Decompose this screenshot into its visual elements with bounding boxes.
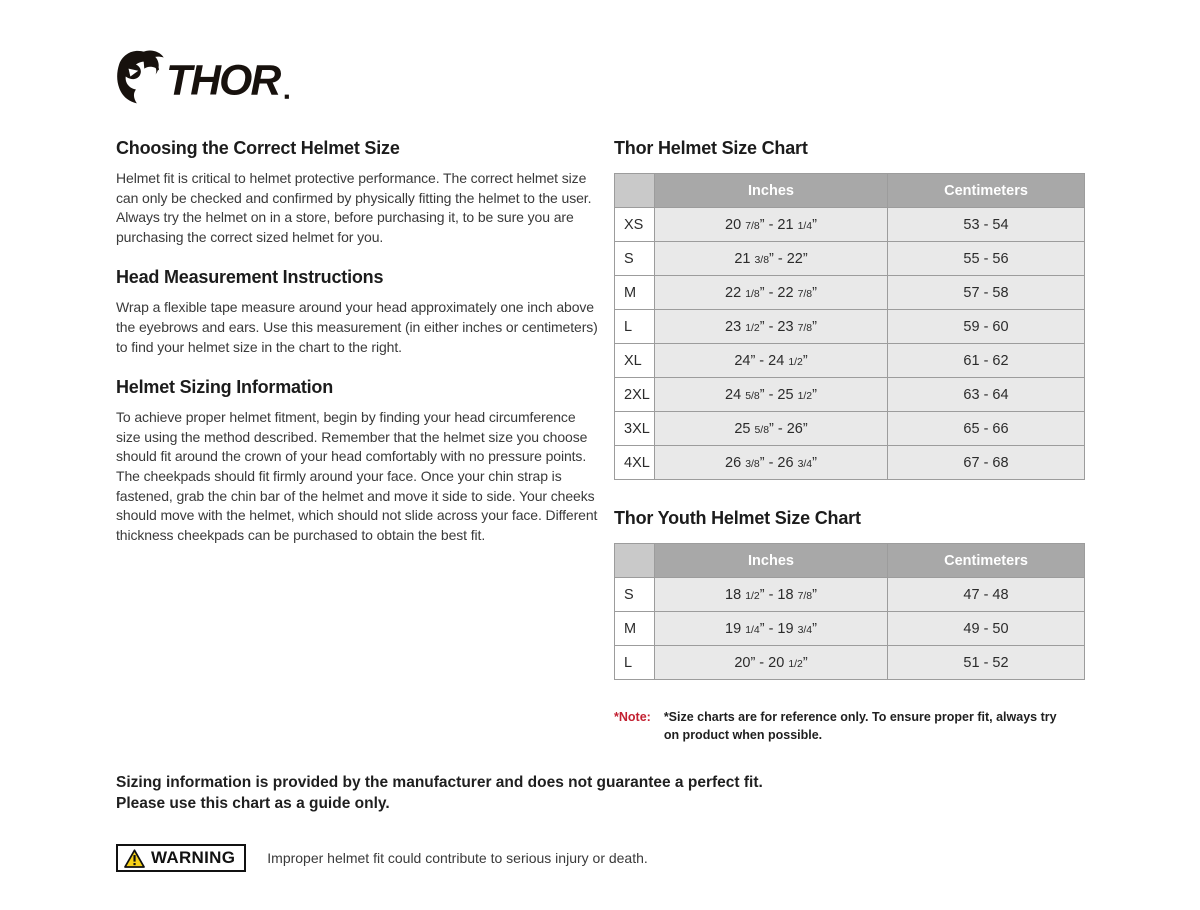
- size-label: L: [615, 310, 655, 344]
- centimeters-value: 49 - 50: [888, 612, 1085, 646]
- column-header-inches: Inches: [655, 544, 888, 578]
- size-label: M: [615, 612, 655, 646]
- centimeters-value: 59 - 60: [888, 310, 1085, 344]
- youth-helmet-size-table: [614, 543, 1085, 680]
- column-header-centimeters: Centimeters: [888, 544, 1085, 578]
- info-column: [116, 138, 600, 744]
- table-row: [615, 242, 1085, 276]
- content-columns: [116, 138, 1084, 744]
- table-row: [615, 378, 1085, 412]
- warning-triangle-icon: [124, 849, 145, 868]
- note-label: *Note:: [614, 710, 651, 724]
- thor-wordmark: THOR: [166, 56, 280, 105]
- reference-note: [614, 708, 1084, 744]
- section-body: Wrap a flexible tape measure around your head approximately one inch above the eyebrows and ears. Use this measurement (in either inches or centimeters) to find your helmet size in the chart to the right.: [116, 299, 598, 355]
- note-text: *Size charts are for reference only. To ensure proper fit, always try on product when possible.: [663, 710, 1057, 742]
- size-label: S: [615, 242, 655, 276]
- section-sizing-information: [116, 377, 600, 545]
- table-row: [615, 412, 1085, 446]
- size-label: 3XL: [615, 412, 655, 446]
- centimeters-value: 55 - 56: [888, 242, 1085, 276]
- inches-value: 21 3/8” - 22”: [655, 242, 888, 276]
- manufacturer-disclaimer: [116, 772, 1084, 814]
- section-choosing-size: [116, 138, 600, 247]
- table-row: [615, 446, 1085, 480]
- youth-chart-title: Thor Youth Helmet Size Chart: [614, 508, 861, 528]
- inches-value: 20 7/8” - 21 1/4”: [655, 208, 888, 242]
- inches-value: 25 5/8” - 26”: [655, 412, 888, 446]
- centimeters-value: 67 - 68: [888, 446, 1085, 480]
- section-heading: Head Measurement Instructions: [116, 267, 384, 288]
- size-label: 2XL: [615, 378, 655, 412]
- table-row: [615, 208, 1085, 242]
- table-row: [615, 578, 1085, 612]
- logo-accent: [134, 91, 143, 99]
- section-heading: Choosing the Correct Helmet Size: [116, 138, 400, 158]
- centimeters-value: 51 - 52: [888, 646, 1085, 680]
- size-label: XS: [615, 208, 655, 242]
- size-label: 4XL: [615, 446, 655, 480]
- centimeters-value: 47 - 48: [888, 578, 1085, 612]
- table-row: [615, 646, 1085, 680]
- table-row: [615, 310, 1085, 344]
- thor-logo-svg: [116, 48, 294, 106]
- inches-value: 19 1/4” - 19 3/4”: [655, 612, 888, 646]
- table-row: [615, 344, 1085, 378]
- inches-value: 26 3/8” - 26 3/4”: [655, 446, 888, 480]
- adult-helmet-size-table: [614, 173, 1085, 480]
- corner-cell: [615, 544, 655, 578]
- disclaimer-line: Sizing information is provided by the manufacturer and does not guarantee a perfect fit.: [116, 774, 763, 791]
- warning-text: Improper helmet fit could contribute to serious injury or death.: [267, 850, 648, 866]
- section-body: To achieve proper helmet fitment, begin by finding your head circumference size using the method described. Remember that the helmet size you choose should fit around the crown of your head comfortably with no pressure points. The cheekpads should fit firmly around your face. Once your chin strap is fastened, grab the chin bar of the helmet and move it side to side. Your cheeks should move with the helmet, which should not slide across your face. Different thickness cheekpads can be purchased to obtain the best fit.: [116, 409, 598, 543]
- column-header-centimeters: Centimeters: [888, 174, 1085, 208]
- size-label: XL: [615, 344, 655, 378]
- inches-value: 23 1/2” - 23 7/8”: [655, 310, 888, 344]
- inches-value: 24 5/8” - 25 1/2”: [655, 378, 888, 412]
- size-label: S: [615, 578, 655, 612]
- disclaimer-line: Please use this chart as a guide only.: [116, 795, 390, 812]
- inches-value: 24” - 24 1/2”: [655, 344, 888, 378]
- centimeters-value: 57 - 58: [888, 276, 1085, 310]
- section-heading: Helmet Sizing Information: [116, 377, 334, 398]
- chart-column: [614, 138, 1084, 744]
- warning-badge: [116, 844, 246, 872]
- centimeters-value: 61 - 62: [888, 344, 1085, 378]
- inches-value: 18 1/2” - 18 7/8”: [655, 578, 888, 612]
- size-label: M: [615, 276, 655, 310]
- centimeters-value: 53 - 54: [888, 208, 1085, 242]
- column-header-inches: Inches: [655, 174, 888, 208]
- inches-value: 22 1/8” - 22 7/8”: [655, 276, 888, 310]
- section-head-measurement: [116, 267, 600, 357]
- logo-mark-dot: [285, 95, 289, 99]
- centimeters-value: 65 - 66: [888, 412, 1085, 446]
- warning-row: [116, 844, 1084, 872]
- table-row: [615, 612, 1085, 646]
- adult-chart-title: Thor Helmet Size Chart: [614, 138, 808, 158]
- corner-cell: [615, 174, 655, 208]
- warning-label: WARNING: [151, 848, 236, 867]
- table-row: [615, 276, 1085, 310]
- centimeters-value: 63 - 64: [888, 378, 1085, 412]
- inches-value: 20” - 20 1/2”: [655, 646, 888, 680]
- size-label: L: [615, 646, 655, 680]
- section-body: Helmet fit is critical to helmet protective performance. The correct helmet size can only be checked and confirmed by physically fitting the helmet to the user. Always try the helmet on in a store, before purchasing it, to be sure you are purchasing the correct sized helmet for you.: [116, 170, 592, 245]
- thor-logo: [116, 48, 1084, 106]
